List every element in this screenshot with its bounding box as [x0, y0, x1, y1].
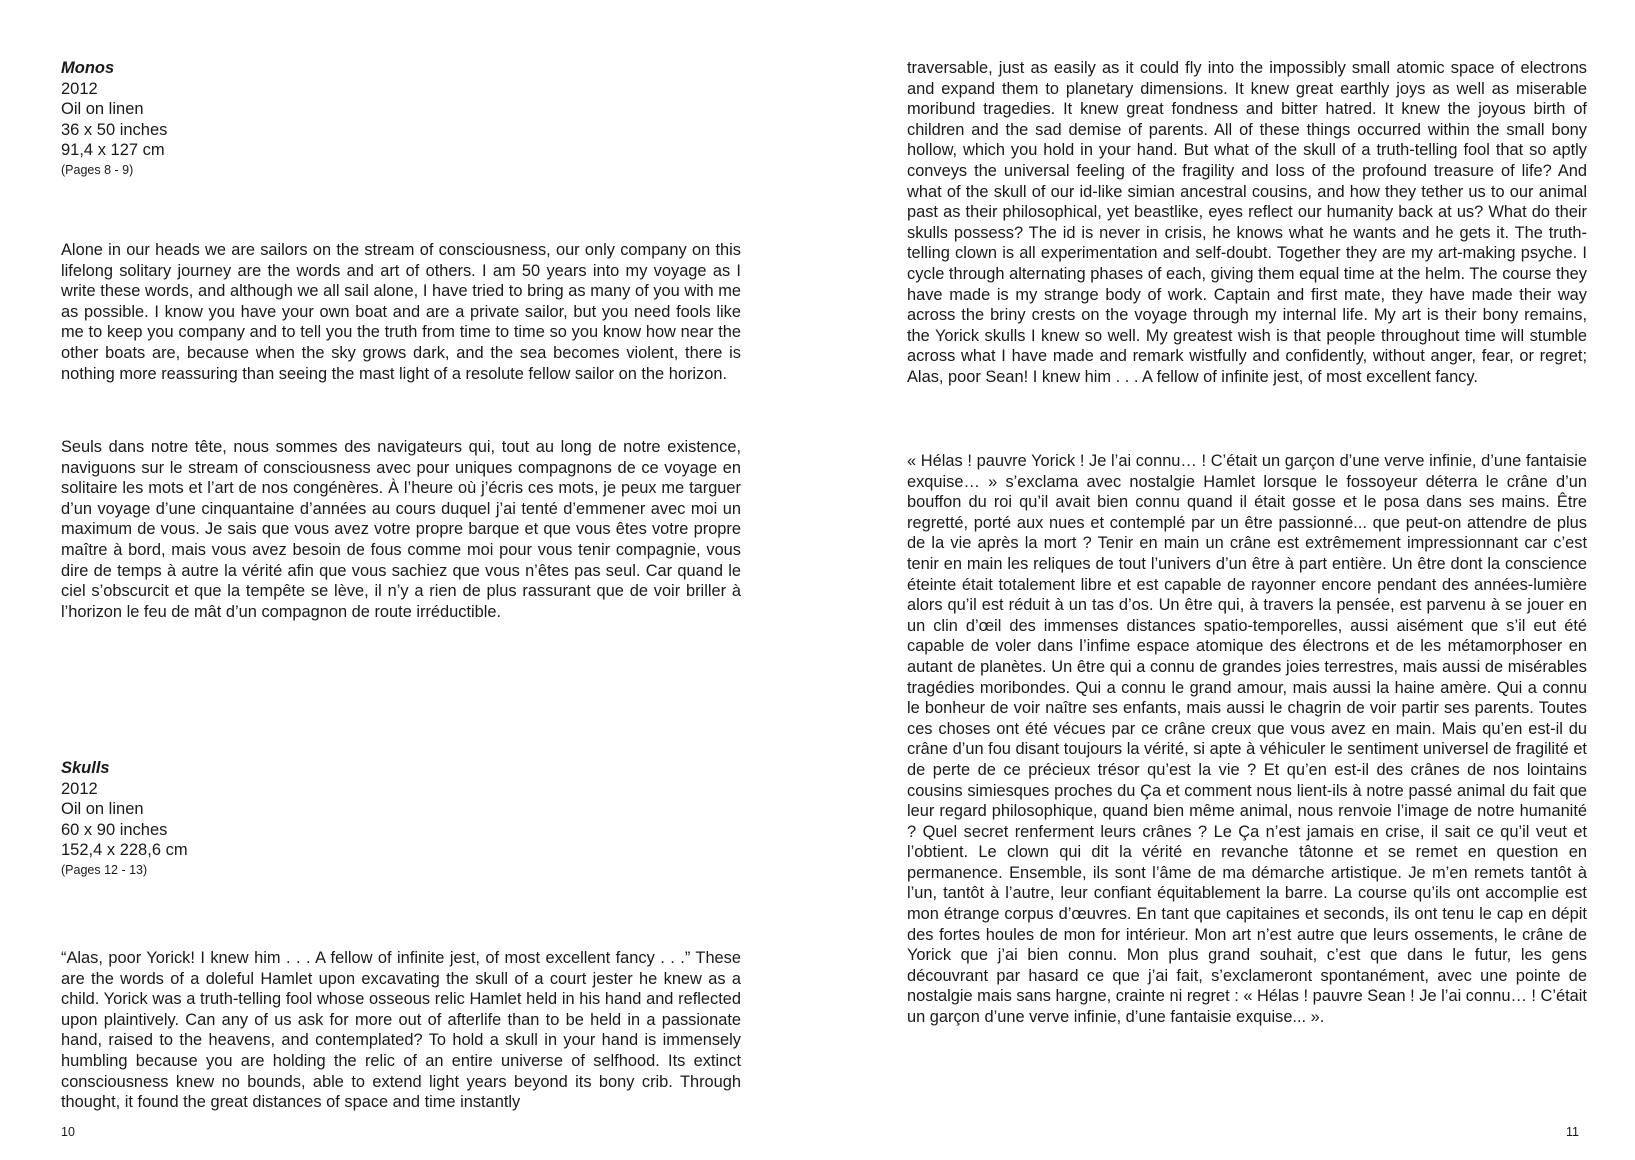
monos-text-english: Alone in our heads we are sailors on the stream of consciousness, our only company on this lifelong solitary journey are the words and art of others. I am 50 years into my voyage as I write these words, and although we all sail alone, I have tried to bring as many of you with me as possible. I know you have your own boat and are a private sailor, but you need fools like me to keep you company and to tell you the truth from time to time so you know how near the other boats are, because when the sky grows dark, and the sea becomes violent, there is nothing more reassuring than seeing the mast light of a resolute fellow sailor on the horizon. [61, 241, 741, 383]
artwork-pages-ref: (Pages 12 - 13) [61, 862, 148, 877]
artwork-year: 2012 [61, 779, 98, 798]
artwork-size-inches: 60 x 90 inches [61, 820, 168, 839]
artwork-size-cm: 91,4 x 127 cm [61, 141, 165, 160]
artwork-title: Skulls [61, 759, 110, 777]
artwork-pages-ref: (Pages 8 - 9) [61, 162, 134, 177]
artwork-caption-monos [61, 58, 167, 180]
artwork-size-inches: 36 x 50 inches [61, 120, 168, 139]
skulls-text-english: “Alas, poor Yorick! I knew him . . . A fellow of infinite jest, of most excellent fancy . . .” These are the words of a doleful Hamlet upon excavating the skull of a court jester he knew as a child. Yorick was a truth-telling fool whose osseous relic Hamlet held in his hand and reflected upon plaintively. Can any of us ask for more out of afterlife than to be held in a passionate hand, raised to the heavens, and contemplated? To hold a skull in your hand is immensely humbling because you are holding the relic of an entire universe of selfhood. Its extinct consciousness knew no bounds, able to extend light years beyond its bony crib. Through thought, it found the great distances of space and time instantly [61, 949, 741, 1112]
artwork-caption-skulls [61, 758, 188, 880]
left-page [0, 0, 817, 1160]
right-page [817, 0, 1635, 1160]
artwork-year: 2012 [61, 79, 98, 98]
artwork-size-cm: 152,4 x 228,6 cm [61, 841, 188, 860]
skulls-text-english-continued: traversable, just as easily as it could fly into the impossibly small atomic space of electrons and expand them to planetary dimensions. It knew great earthly joys as well as miserable moribund tragedies. It knew great fondness and bitter hatred. It knew the joyous birth of children and the sad demise of parents. All of these things occurred within the small bony hollow, which you hold in your hand. But what of the skull of a truth-telling fool that so aptly conveys the universal feeling of the fragility and loss of the profound treasure of life? And what of the skull of our id-like simian ancestral cousins, and how they tether us to our animal past as their philosophical, yet beastlike, eyes reflect our humanity back at us? What do their skulls possess? The id is never in crisis, he knows what he wants and he gets it. The truth-telling clown is all experimentation and self-doubt. Together they are my art-making psyche. I cycle through alternating phases of each, giving them equal time at the helm. The course they have made is my strange body of work. Captain and first mate, they have made their way across the briny crests on the voyage through my internal life. My art is their bony remains, the Yorick skulls I knew so well. My greatest wish is that people throughout time will stumble across what I have made and remark wistfully and confidently, without anger, fear, or regret; Alas, poor Sean! I knew him . . . A fellow of infinite jest, of most excellent fancy. [907, 59, 1587, 386]
page-number-left: 10 [61, 1125, 75, 1139]
artwork-medium: Oil on linen [61, 800, 144, 819]
page-number-right: 11 [1566, 1125, 1579, 1139]
monos-text-french: Seuls dans notre tête, nous sommes des navigateurs qui, tout au long de notre existence, naviguons sur le stream of consciousness avec pour uniques compagnons de ce voyage en solitaire les mots et l’art de nos congénères. À l’heure où j’écris ces mots, je peux me targuer d’un voyage d’une cinquantaine d’années au cours duquel j’ai tenté d’emmener avec moi un maximum de vous. Je sais que vous avez votre propre barque et que vous êtes votre propre maître à bord, mais vous avez besoin de fous comme moi pour vous tenir compagnie, vous dire de temps à autre la vérité afin que vous sachiez que vous n’êtes pas seul. Car quand le ciel s’obscurcit et que la tempête se lève, il n’y a rien de plus rassurant que de voir briller à l’horizon le feu de mât d’un compagnon de route irréductible. [61, 438, 741, 621]
artwork-medium: Oil on linen [61, 100, 144, 119]
artwork-title: Monos [61, 59, 115, 77]
skulls-text-french: « Hélas ! pauvre Yorick ! Je l’ai connu… ! C’était un garçon d’une verve infinie, d’une fantaisie exquise… » s’exclama avec nostalgie Hamlet lorsque le fossoyeur déterra le crâne d’un bouffon du roi qu’il avait bien connu quand il était gosse et le posa dans ses mains. Être regretté, porté aux nues et contemplé par un être passionné... que peut-on attendre de plus de la vie après la mort ? Tenir en main un crâne est extrêmement impressionnant car c’est tenir en main les reliques de tout l’univers d’un être à part entière. Un être dont la conscience éteinte était totalement libre et est capable de rayonner encore pendant des années-lumière alors qu’il est réduit à un tas d’os. Un être qui, à travers la pensée, est parvenu à se jouer en un clin d’œil des immenses distances spatio-temporelles, aussi aisément que s’il eut été capable de voler dans l’infime espace atomique des électrons et de les métamorphoser en autant de planètes. Un être qui a connu de grandes joies terrestres, mais aussi de misérables tragédies moribondes. Qui a connu le grand amour, mais aussi la haine amère. Qui a connu le bonheur de voir naître ses enfants, mais aussi le chagrin de voir partir ses parents. Toutes ces choses ont été vécues par ce crâne creux que vous avez en main. Mais qu’en est-il du crâne d’un fou disant toujours la vérité, si apte à véhiculer le sentiment universel de fragilité et de perte de ce précieux trésor qu’est la vie ? Et qu’en est-il des crânes de nos lointains cousins simiesques proches du Ça et comment nous lient-ils à notre passé animal du fait que leur regard philosophique, quand bien même animal, nous renvoie l’image de notre humanité ? Quel secret renferment leurs crânes ? Le Ça n’est jamais en crise, il sait ce qu’il veut et l’obtient. Le clown qui dit la vérité en revanche tâtonne et se remet en question en permanence. Ensemble, ils sont l’âme de ma démarche artistique. Je m’en remets tantôt à l’un, tantôt à l’autre, leur confiant équitablement la barre. La course qu’ils ont accomplie est mon étrange corpus d’œuvres. En tant que capitaines et seconds, ils ont tenu le cap en dépit des fortes houles de mon for intérieur. Mon art n’est autre que leurs ossements, le crâne de Yorick que j’ai bien connu. Mon plus grand souhait, c’est que dans le futur, les gens découvrant par hasard ce que j’ai fait, s’exclameront spontanément, avec une pointe de nostalgie mais sans hargne, crainte ni regret : « Hélas ! pauvre Sean ! Je l’ai connu… ! C’était un garçon d’une verve infinie, d’une fantaisie exquise... ». [907, 452, 1587, 1027]
